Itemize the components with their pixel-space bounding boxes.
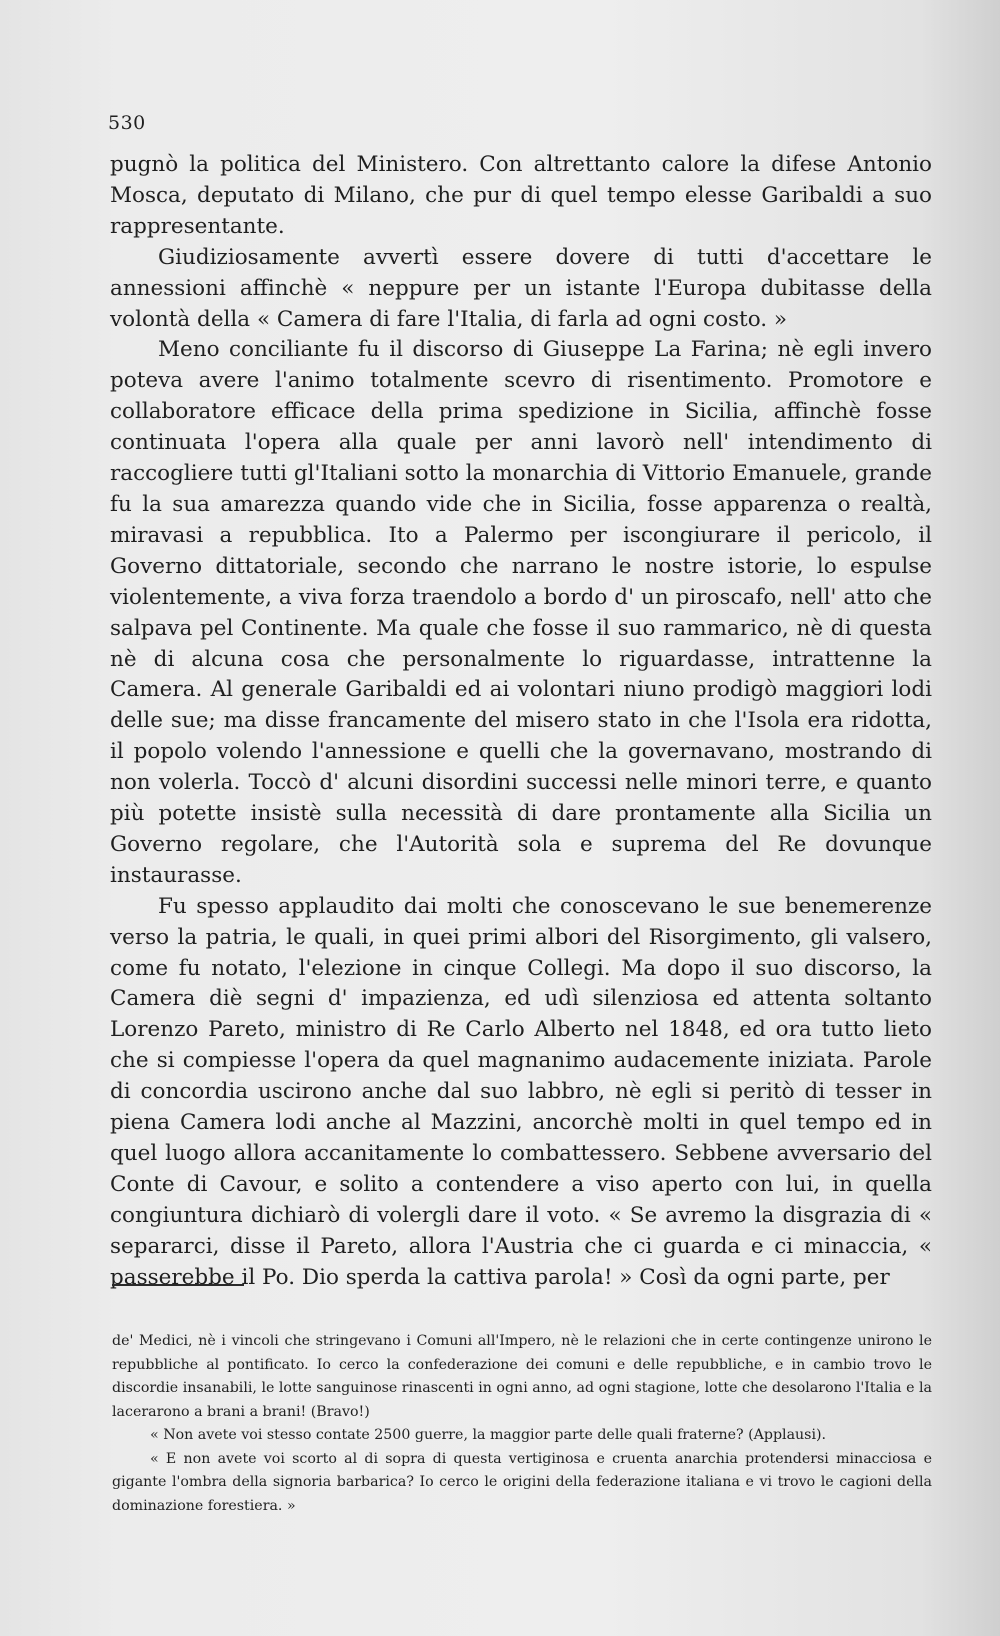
footnote-paragraph-3: « E non avete voi scorto al di sopra di questa vertiginosa e cruenta anarchia protendersi minacciosa e gigante l'ombra della signoria barbarica? Io cerco le origini della federazione italiana e vi trovo le cagioni della dominazione forestiera. » xyxy=(112,1450,932,1514)
main-text-body xyxy=(110,150,932,1294)
page-number: 530 xyxy=(108,112,146,134)
footnote-paragraph-1: de' Medici, nè i vincoli che stringevano i Comuni all'Impero, nè le relazioni che in certe contingenze unirono le repubbliche al pontificato. Io cerco la confederazione dei comuni e delle repubbliche, e in cambio trovo le discordie insanabili, le lotte sanguinose rinascenti in ogni anno, ad ogni stagione, lotte che desolarono l'Italia e la lacerarono a brani a brani! (Bravo!) xyxy=(112,1333,932,1420)
paragraph-2: Giudiziosamente avvertì essere dovere di tutti d'accettare le annessioni affinchè « neppure per un istante l'Europa dubitasse della volontà della « Camera di fare l'Italia, di farla ad ogni costo. » xyxy=(110,244,932,332)
paragraph-1: pugnò la politica del Ministero. Con altrettanto calore la difese Antonio Mosca, deputato di Milano, che pur di quel tempo elesse Garibaldi a suo rappresentante. xyxy=(110,152,932,239)
footnote-separator xyxy=(112,1284,244,1286)
footnote-block xyxy=(112,1330,932,1518)
paragraph-4: Fu spesso applaudito dai molti che conoscevano le sue benemerenze verso la patria, le quali, in quei primi albori del Risorgimento, gli valsero, come fu notato, l'elezione in cinque Collegi. Ma dopo il suo discorso, la Camera diè segni d' impazienza, ed udì silenziosa ed attenta soltanto Lorenzo Pareto, ministro di Re Carlo Alberto nel 1848, ed ora tutto lieto che si compiesse l'opera da quel magnanimo audacemente iniziata. Parole di concordia uscirono anche dal suo labbro, nè egli si peritò di tesser in piena Camera lodi anche al Mazzini, ancorchè molti in quel tempo ed in quel luogo allora accanitamente lo combattessero. Sebbene avversario del Conte di Cavour, e solito a contendere a viso aperto con lui, in quella congiuntura dichiarò di volergli dare il voto. « Se avremo la disgrazia di « separarci, disse il Pareto, allora l'Austria che ci guarda e ci minaccia, « passerebbe il Po. Dio sperda la cattiva parola! » Così da ogni parte, per xyxy=(110,893,932,1290)
footnote-paragraph-2: « Non avete voi stesso contate 2500 guerre, la maggior parte delle quali fraterne? (Applausi). xyxy=(150,1427,827,1443)
paragraph-3: Meno conciliante fu il discorso di Giuseppe La Farina; nè egli invero poteva avere l'animo totalmente scevro di risentimento. Promotore e collaboratore efficace della prima spedizione in Sicilia, affinchè fosse continuata l'opera alla quale per anni lavorò nell' intendimento di raccogliere tutti gl'Italiani sotto la monarchia di Vittorio Emanuele, grande fu la sua amarezza quando vide che in Sicilia, fosse apparenza o realtà, miravasi a repubblica. Ito a Palermo per iscongiurare il pericolo, il Governo dittatoriale, secondo che narrano le nostre istorie, lo espulse violentemente, a viva forza traendolo a bordo d' un piroscafo, nell' atto che salpava pel Continente. Ma quale che fosse il suo rammarico, nè di questa nè di alcuna cosa che personalmente lo riguardasse, intrattenne la Camera. Al generale Garibaldi ed ai volontari niuno prodigò maggiori lodi delle sue; ma disse francamente del misero stato in che l'Isola era ridotta, il popolo volendo l'annessione e quelli che la governavano, mostrando di non volerla. Toccò d' alcuni disordini successi nelle minori terre, e quanto più potette insistè sulla necessità di dare prontamente alla Sicilia un Governo regolare, che l'Autorità sola e suprema del Re dovunque instaurasse. xyxy=(110,337,932,888)
